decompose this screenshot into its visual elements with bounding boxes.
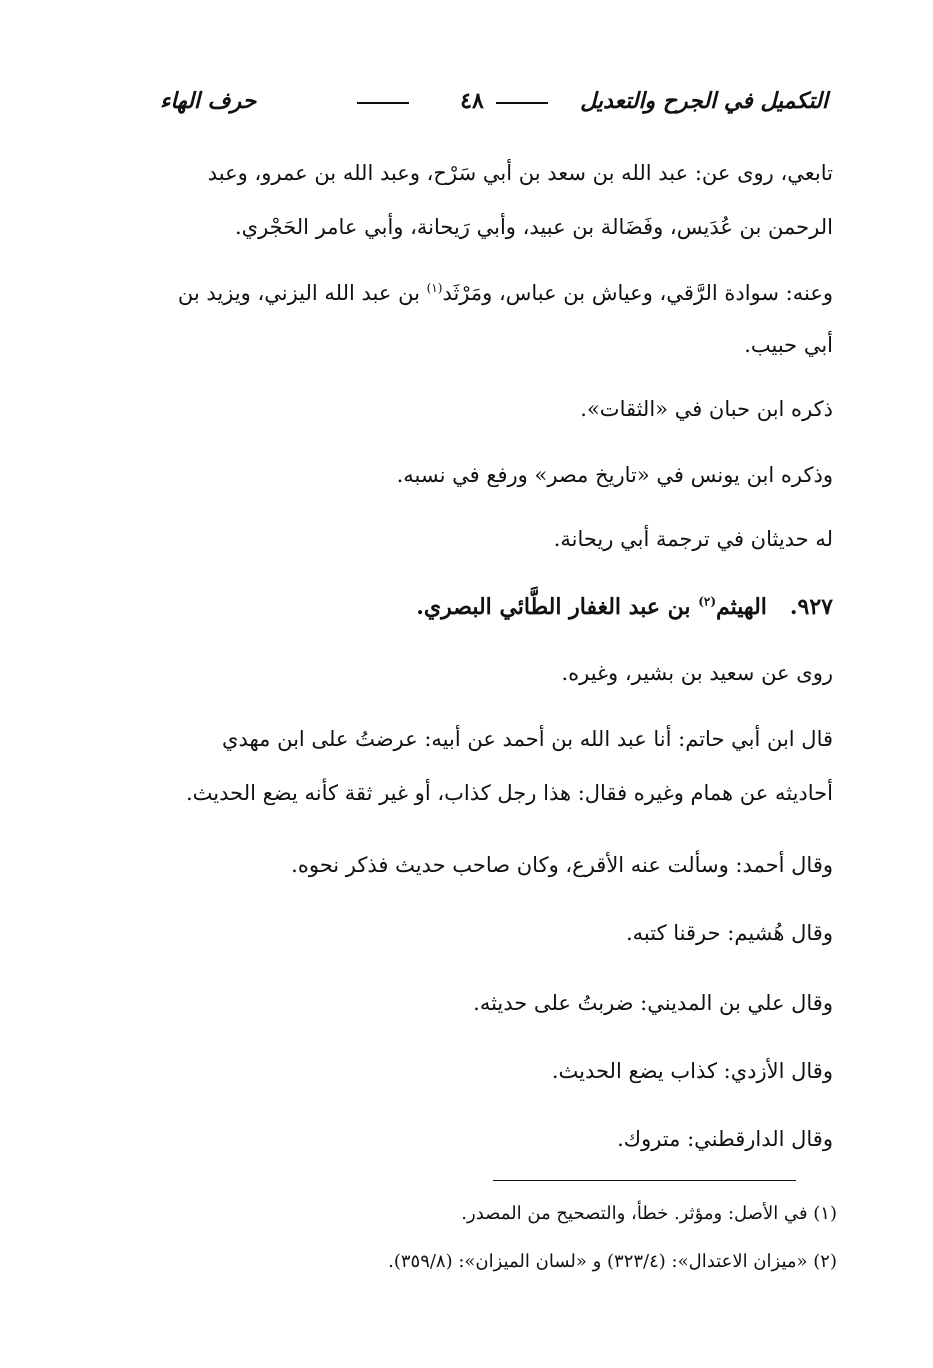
entry-name: بن عبد الغفار الطَّائي البصري. <box>416 594 699 620</box>
footnote-ref: (١) <box>426 281 443 295</box>
text-line: تابعي، روى عن: عبد الله بن سعد بن أبي سَرْح، وعبد الله بن عمرو، وعبد <box>207 161 833 185</box>
footnote-ref: (٢) <box>698 594 717 609</box>
section-title: حرف الهاء <box>160 88 257 114</box>
text-segment: وعنه: سوادة الرَّقي، وعياش بن عباس، ومَرْثَد <box>442 281 833 305</box>
text-line: قال ابن أبي حاتم: أنا عبد الله بن أحمد عن أبيه: عرضتُ على ابن مهدي <box>222 727 833 751</box>
text-line: وقال الأزدي: كذاب يضع الحديث. <box>551 1059 833 1083</box>
page-number: ٤٨ <box>460 88 484 114</box>
text-line: وقال هُشيم: حرقنا كتبه. <box>625 921 833 945</box>
text-line: الرحمن بن عُدَيس، وفَضَالة بن عبيد، وأبي رَيحانة، وأبي عامر الحَجْري. <box>234 215 833 239</box>
text-line: له حديثان في ترجمة أبي ريحانة. <box>553 527 833 551</box>
text-line: وقال علي بن المديني: ضربتُ على حديثه. <box>473 991 833 1015</box>
text-line: وقال الدارقطني: متروك. <box>617 1127 833 1151</box>
book-title: التكميل في الجرح والتعديل <box>580 88 828 114</box>
entry-number: ٩٢٧. <box>789 594 833 620</box>
footnote-separator <box>493 1180 796 1181</box>
header-dash <box>496 102 548 104</box>
entry-name: الهيثم <box>716 594 767 620</box>
text-line: أحاديثه عن همام وغيره فقال: هذا رجل كذاب، أو غير ثقة كأنه يضع الحديث. <box>185 781 833 805</box>
running-header <box>0 88 933 122</box>
text-line <box>103 270 833 316</box>
text-line: ذكره ابن حبان في «الثقات». <box>580 397 833 421</box>
text-line: وقال أحمد: وسألت عنه الأقرع، وكان صاحب حديث فذكر نحوه. <box>291 853 833 877</box>
text-line: أبي حبيب. <box>744 333 833 357</box>
header-dash <box>357 102 409 104</box>
text-line: وذكره ابن يونس في «تاريخ مصر» ورفع في نسبه. <box>396 463 833 487</box>
entry-heading <box>103 584 833 630</box>
footnote: (١) في الأصل: ومؤثر. خطأ، والتصحيح من المصدر. <box>461 1203 837 1224</box>
footnote: (٢) «ميزان الاعتدال»: (٣٢٣/٤) و «لسان الميزان»: (٣٥٩/٨). <box>388 1251 837 1272</box>
text-line: روى عن سعيد بن بشير، وغيره. <box>561 661 833 685</box>
text-segment: بن عبد الله اليزني، ويزيد بن <box>177 281 427 305</box>
